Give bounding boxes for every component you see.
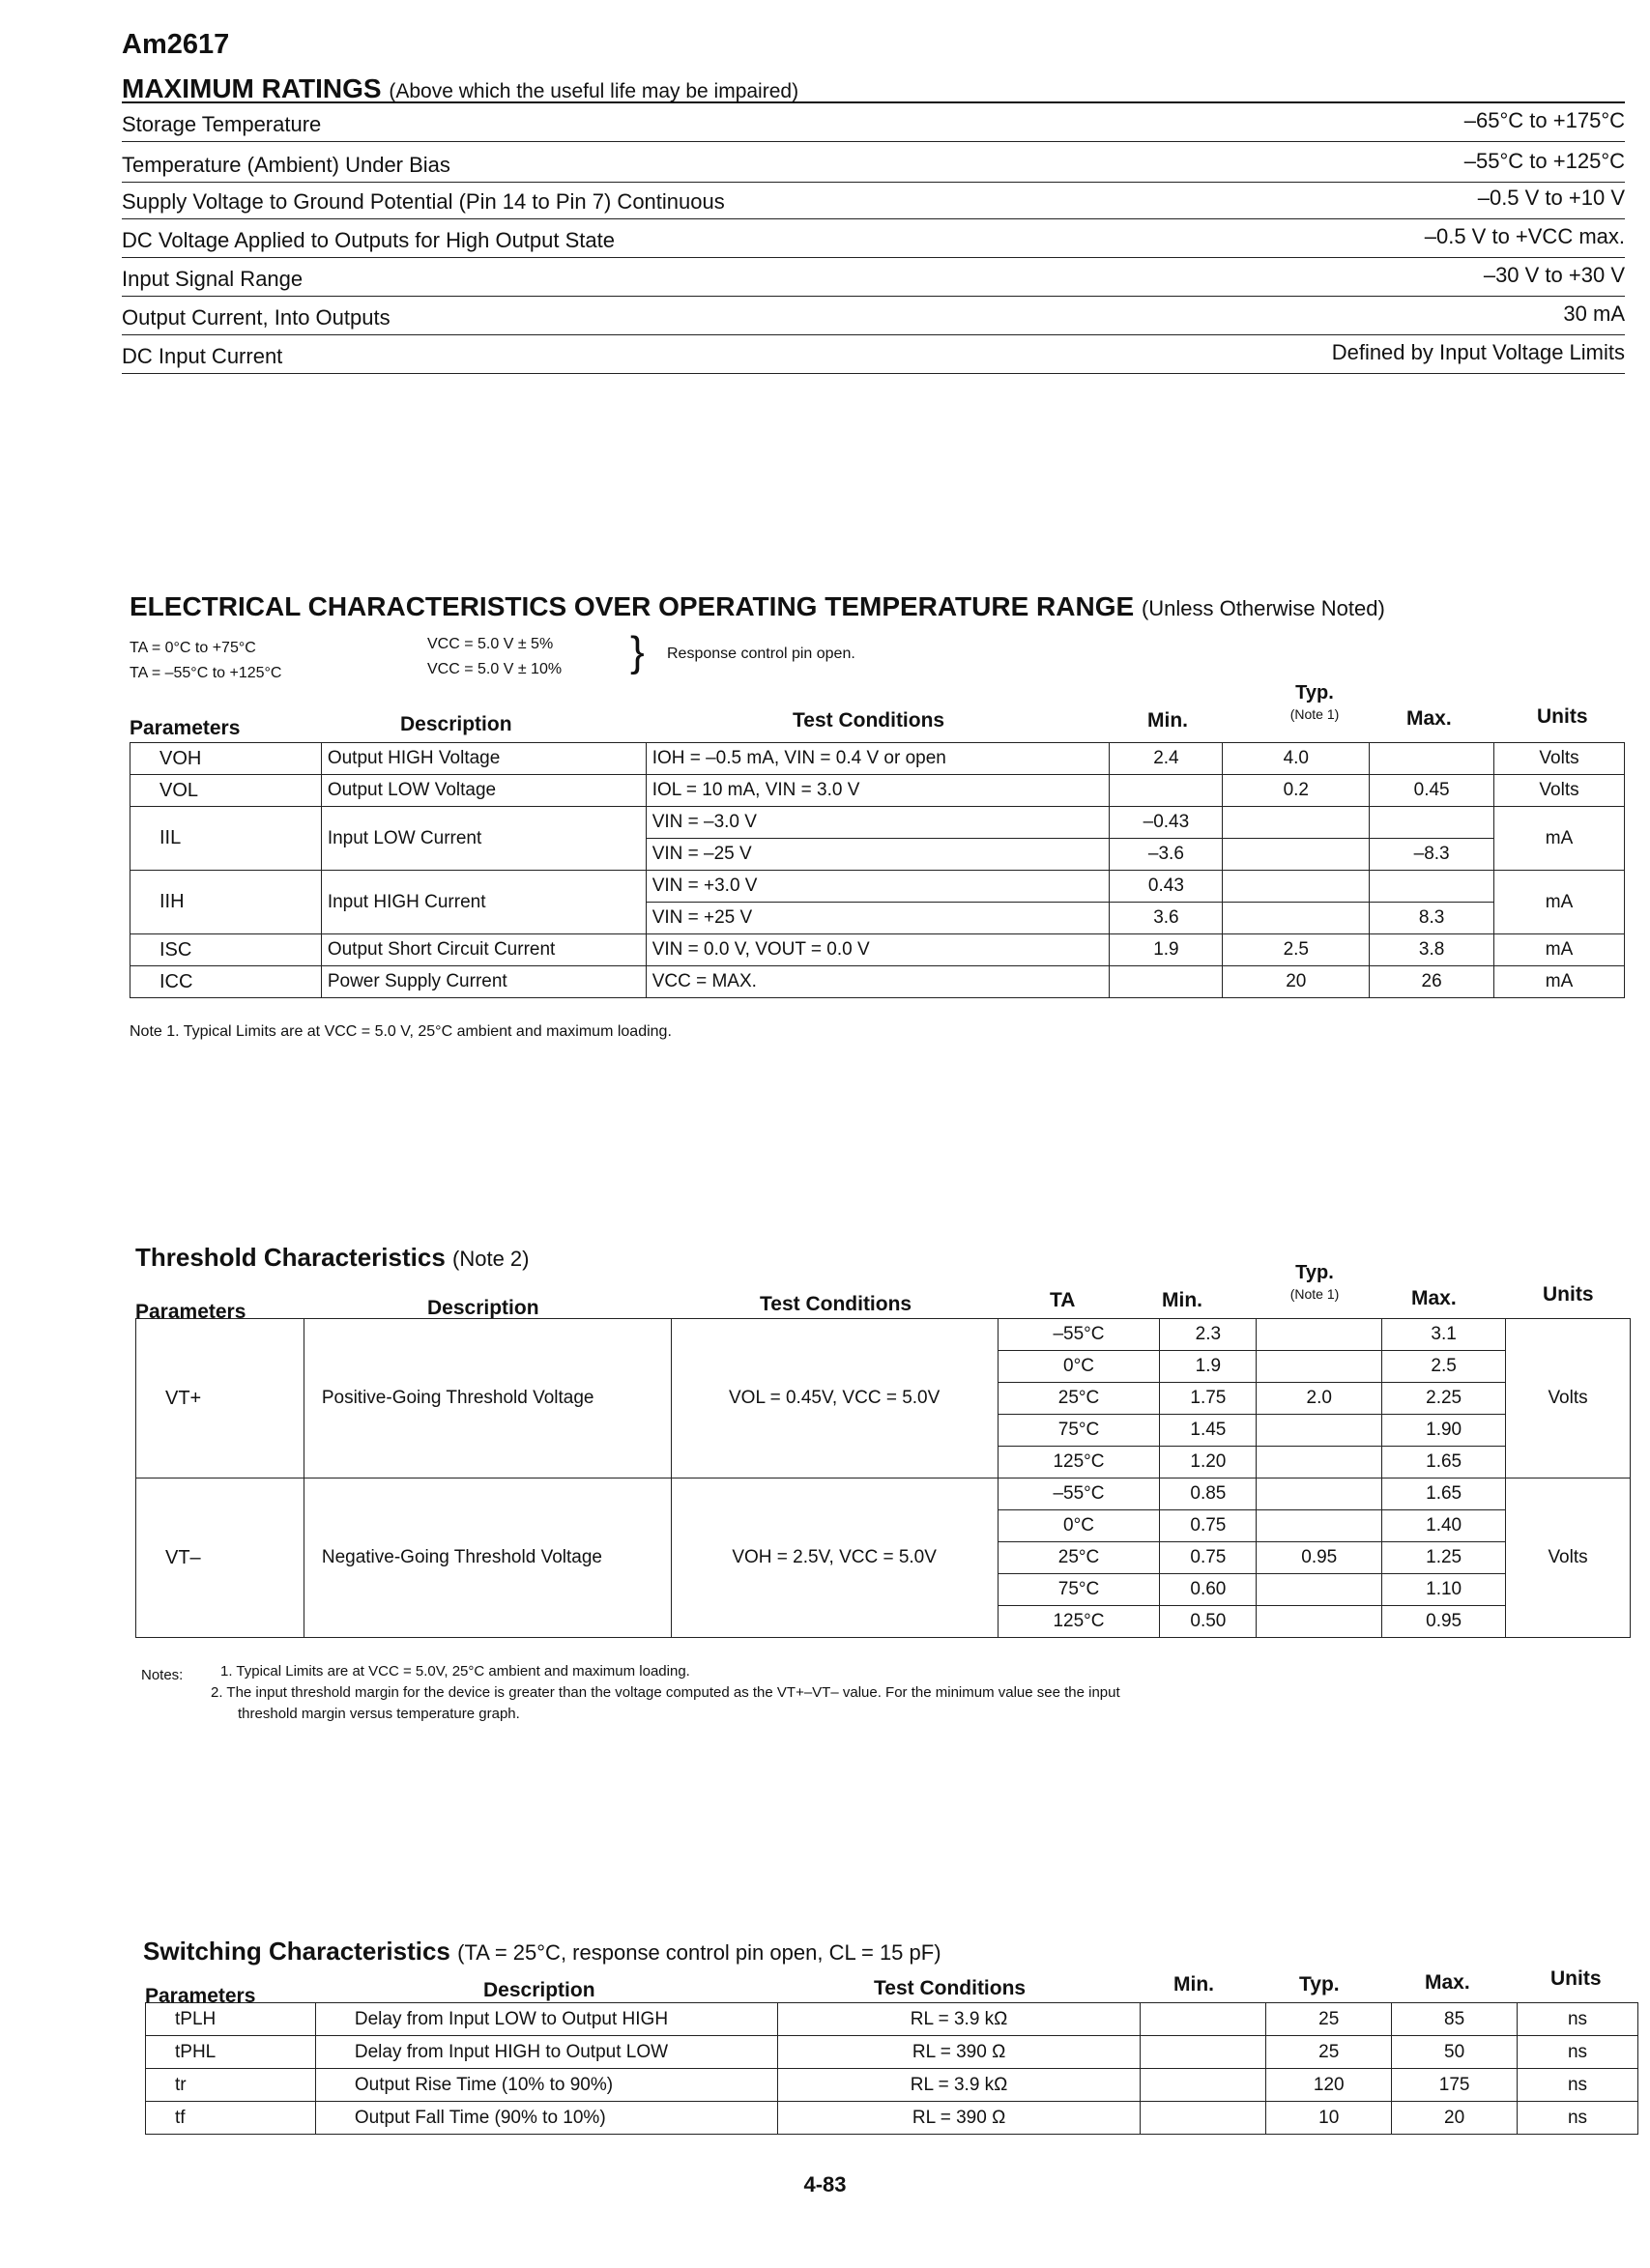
min-value xyxy=(1110,966,1223,998)
th-header-description: Description xyxy=(427,1297,539,1319)
threshold-table xyxy=(135,1318,1631,1638)
ta-value: 0°C xyxy=(998,1351,1160,1383)
test-condition: VIN = +25 V xyxy=(646,903,1110,934)
test-condition: VOH = 2.5V, VCC = 5.0V xyxy=(671,1479,998,1638)
typ-value: 20 xyxy=(1223,966,1370,998)
typ-value: 25 xyxy=(1266,2003,1392,2036)
units-value: mA xyxy=(1494,934,1625,966)
max-value: 0.45 xyxy=(1370,775,1494,807)
test-condition: IOL = 10 mA, VIN = 3.0 V xyxy=(646,775,1110,807)
max-rating-label: Output Current, Into Outputs xyxy=(122,305,391,330)
switching-table xyxy=(145,2002,1638,2135)
electrical-subtitle: (Unless Otherwise Noted) xyxy=(1141,596,1385,620)
param-symbol: VOL xyxy=(130,775,322,807)
param-description: Power Supply Current xyxy=(321,966,646,998)
units-value: Volts xyxy=(1494,775,1625,807)
table-row xyxy=(146,2069,1638,2102)
th-header-typ-label: Typ. xyxy=(1295,1262,1334,1283)
test-condition: VOL = 0.45V, VCC = 5.0V xyxy=(671,1319,998,1479)
condition-vcc-1: VCC = 5.0 V ± 5% xyxy=(427,636,554,652)
test-condition: VIN = –25 V xyxy=(646,839,1110,871)
max-value: 20 xyxy=(1392,2102,1518,2135)
typ-value-empty xyxy=(1257,1574,1382,1606)
ec-header-units: Units xyxy=(1537,705,1588,728)
switching-heading: Switching Characteristics xyxy=(143,1937,450,1966)
min-value: 0.60 xyxy=(1160,1574,1257,1606)
condition-vcc-2: VCC = 5.0 V ± 10% xyxy=(427,661,563,677)
min-value: 1.75 xyxy=(1160,1383,1257,1415)
typ-value: 2.5 xyxy=(1223,934,1370,966)
table-row xyxy=(136,1319,1631,1351)
ta-value: 75°C xyxy=(998,1574,1160,1606)
typ-value-empty xyxy=(1257,1351,1382,1383)
test-condition: VIN = –3.0 V xyxy=(646,807,1110,839)
ec-note: Note 1. Typical Limits are at VCC = 5.0 V, 25°C ambient and maximum loading. xyxy=(130,1023,672,1040)
min-value xyxy=(1141,2102,1266,2135)
units-value: Volts xyxy=(1506,1319,1631,1479)
typ-value xyxy=(1223,839,1370,871)
max-ratings-heading: MAXIMUM RATINGS xyxy=(122,73,382,103)
min-value: 2.3 xyxy=(1160,1319,1257,1351)
max-rating-row xyxy=(122,143,1625,183)
max-value: 175 xyxy=(1392,2069,1518,2102)
typ-value-empty xyxy=(1257,1479,1382,1510)
max-rating-value: –0.5 V to +10 V xyxy=(1477,186,1625,210)
ec-header-typ xyxy=(1247,682,1382,725)
th-header-typ xyxy=(1247,1262,1382,1305)
test-condition: VIN = +3.0 V xyxy=(646,871,1110,903)
typ-value-empty xyxy=(1257,1319,1382,1351)
condition-note: Response control pin open. xyxy=(667,646,855,662)
test-condition: VIN = 0.0 V, VOUT = 0.0 V xyxy=(646,934,1110,966)
switching-title xyxy=(143,1937,941,1967)
param-symbol: tr xyxy=(146,2069,316,2102)
units-value: Volts xyxy=(1494,743,1625,775)
typ-value: 2.0 xyxy=(1257,1383,1382,1415)
test-condition: RL = 3.9 kΩ xyxy=(777,2069,1141,2102)
ta-value: 25°C xyxy=(998,1383,1160,1415)
min-value: 0.50 xyxy=(1160,1606,1257,1638)
ec-header-description: Description xyxy=(400,713,512,735)
sw-header-parameters: Parameters xyxy=(145,1985,256,2007)
th-header-min: Min. xyxy=(1162,1289,1202,1311)
max-rating-label: DC Input Current xyxy=(122,344,283,368)
table-row xyxy=(146,2003,1638,2036)
threshold-title xyxy=(135,1243,530,1273)
table-row xyxy=(130,934,1625,966)
units-value: mA xyxy=(1494,966,1625,998)
param-symbol: tPHL xyxy=(146,2036,316,2069)
param-description: Output Fall Time (90% to 10%) xyxy=(315,2102,777,2135)
th-header-ta: TA xyxy=(1050,1289,1076,1311)
max-value: 50 xyxy=(1392,2036,1518,2069)
min-value xyxy=(1141,2069,1266,2102)
sw-header-min: Min. xyxy=(1173,1973,1214,1995)
test-condition: RL = 390 Ω xyxy=(777,2036,1141,2069)
typ-value: 4.0 xyxy=(1223,743,1370,775)
th-notes-label: Notes: xyxy=(141,1667,184,1683)
sw-header-units: Units xyxy=(1550,1967,1602,1990)
sw-header-test: Test Conditions xyxy=(874,1977,1027,1999)
max-value: 3.8 xyxy=(1370,934,1494,966)
min-value: 1.45 xyxy=(1160,1415,1257,1447)
max-value: 1.10 xyxy=(1382,1574,1506,1606)
ta-value: 75°C xyxy=(998,1415,1160,1447)
table-row xyxy=(130,871,1625,903)
electrical-title xyxy=(130,591,1385,622)
page-number: 4-83 xyxy=(803,2172,847,2196)
min-value: 1.9 xyxy=(1160,1351,1257,1383)
param-symbol: IIH xyxy=(130,871,322,934)
ta-value: –55°C xyxy=(998,1479,1160,1510)
min-value: 1.20 xyxy=(1160,1447,1257,1479)
typ-value: 0.2 xyxy=(1223,775,1370,807)
max-value: 1.65 xyxy=(1382,1447,1506,1479)
param-description: Negative-Going Threshold Voltage xyxy=(304,1479,671,1638)
ec-header-test: Test Conditions xyxy=(793,709,945,732)
table-row xyxy=(130,743,1625,775)
min-value: 0.43 xyxy=(1110,871,1223,903)
max-rating-value: –0.5 V to +VCC max. xyxy=(1424,224,1625,248)
ec-header-typ-label: Typ. xyxy=(1295,682,1334,703)
param-description: Positive-Going Threshold Voltage xyxy=(304,1319,671,1479)
threshold-heading: Threshold Characteristics xyxy=(135,1243,446,1272)
units-value: ns xyxy=(1518,2069,1638,2102)
typ-value-empty xyxy=(1257,1447,1382,1479)
param-symbol: tPLH xyxy=(146,2003,316,2036)
typ-value xyxy=(1223,903,1370,934)
typ-value: 25 xyxy=(1266,2036,1392,2069)
min-value: 3.6 xyxy=(1110,903,1223,934)
units-value: ns xyxy=(1518,2102,1638,2135)
min-value xyxy=(1110,775,1223,807)
max-value: 1.25 xyxy=(1382,1542,1506,1574)
units-value: mA xyxy=(1494,871,1625,934)
param-symbol: ISC xyxy=(130,934,322,966)
min-value: 0.75 xyxy=(1160,1510,1257,1542)
max-value: 8.3 xyxy=(1370,903,1494,934)
max-rating-row xyxy=(122,218,1625,258)
param-description: Output Short Circuit Current xyxy=(321,934,646,966)
param-symbol: IIL xyxy=(130,807,322,871)
sw-header-description: Description xyxy=(483,1979,595,2001)
max-rating-label: DC Voltage Applied to Outputs for High Output State xyxy=(122,228,615,252)
max-rating-value: –55°C to +125°C xyxy=(1463,149,1625,173)
param-description: Output HIGH Voltage xyxy=(321,743,646,775)
ta-value: 25°C xyxy=(998,1542,1160,1574)
table-row xyxy=(146,2102,1638,2135)
param-description: Input HIGH Current xyxy=(321,871,646,934)
ta-value: 125°C xyxy=(998,1447,1160,1479)
max-value xyxy=(1370,871,1494,903)
max-rating-row xyxy=(122,296,1625,335)
electrical-table xyxy=(130,742,1625,998)
max-rating-label: Temperature (Ambient) Under Bias xyxy=(122,153,450,177)
max-value xyxy=(1370,743,1494,775)
table-row xyxy=(130,807,1625,839)
max-value: 26 xyxy=(1370,966,1494,998)
condition-brace: } xyxy=(630,628,645,675)
typ-value-empty xyxy=(1257,1606,1382,1638)
max-rating-value: Defined by Input Voltage Limits xyxy=(1331,340,1625,364)
max-rating-value: –30 V to +30 V xyxy=(1483,263,1625,287)
param-description: Delay from Input LOW to Output HIGH xyxy=(315,2003,777,2036)
test-condition: RL = 3.9 kΩ xyxy=(777,2003,1141,2036)
max-value: 1.90 xyxy=(1382,1415,1506,1447)
th-note-2: 2. The input threshold margin for the device is greater than the voltage computed as the VT+–VT– value. For the minimum value see the input xyxy=(211,1684,1120,1701)
test-condition: RL = 390 Ω xyxy=(777,2102,1141,2135)
param-symbol: ICC xyxy=(130,966,322,998)
param-description: Output LOW Voltage xyxy=(321,775,646,807)
param-symbol: VT– xyxy=(136,1479,304,1638)
min-value xyxy=(1141,2036,1266,2069)
max-ratings-title xyxy=(122,73,798,104)
th-header-units: Units xyxy=(1543,1283,1594,1306)
typ-value: 120 xyxy=(1266,2069,1392,2102)
max-value: 3.1 xyxy=(1382,1319,1506,1351)
condition-ta-2: TA = –55°C to +125°C xyxy=(130,665,282,681)
max-rating-row xyxy=(122,334,1625,374)
min-value: –0.43 xyxy=(1110,807,1223,839)
ta-value: 125°C xyxy=(998,1606,1160,1638)
threshold-subtitle: (Note 2) xyxy=(452,1247,530,1271)
max-value: 1.65 xyxy=(1382,1479,1506,1510)
ta-value: 0°C xyxy=(998,1510,1160,1542)
condition-ta-1: TA = 0°C to +75°C xyxy=(130,640,256,656)
min-value: 0.85 xyxy=(1160,1479,1257,1510)
max-ratings-subtitle: (Above which the useful life may be impaired) xyxy=(389,80,799,102)
table-row xyxy=(146,2036,1638,2069)
electrical-heading: ELECTRICAL CHARACTERISTICS OVER OPERATING TEMPERATURE RANGE xyxy=(130,591,1135,621)
units-value: Volts xyxy=(1506,1479,1631,1638)
param-description: Input LOW Current xyxy=(321,807,646,871)
max-value: –8.3 xyxy=(1370,839,1494,871)
ec-header-typ-note: (Note 1) xyxy=(1289,706,1340,722)
max-value: 2.25 xyxy=(1382,1383,1506,1415)
th-header-max: Max. xyxy=(1411,1287,1457,1309)
param-symbol: tf xyxy=(146,2102,316,2135)
th-header-parameters: Parameters xyxy=(135,1301,246,1323)
typ-value-empty xyxy=(1257,1510,1382,1542)
max-rating-value: 30 mA xyxy=(1563,301,1625,326)
max-value: 2.5 xyxy=(1382,1351,1506,1383)
typ-value: 10 xyxy=(1266,2102,1392,2135)
table-row xyxy=(130,966,1625,998)
min-value: 1.9 xyxy=(1110,934,1223,966)
test-condition: IOH = –0.5 mA, VIN = 0.4 V or open xyxy=(646,743,1110,775)
th-note-1: 1. Typical Limits are at VCC = 5.0V, 25°C ambient and maximum loading. xyxy=(220,1663,690,1679)
sw-header-max: Max. xyxy=(1425,1971,1470,1994)
typ-value xyxy=(1223,807,1370,839)
max-value xyxy=(1370,807,1494,839)
max-rating-label: Storage Temperature xyxy=(122,112,322,136)
switching-subtitle: (TA = 25°C, response control pin open, CL = 15 pF) xyxy=(457,1940,941,1965)
typ-value: 0.95 xyxy=(1257,1542,1382,1574)
param-symbol: VT+ xyxy=(136,1319,304,1479)
table-row xyxy=(130,775,1625,807)
ec-header-min: Min. xyxy=(1147,709,1188,732)
max-value: 1.40 xyxy=(1382,1510,1506,1542)
min-value: 2.4 xyxy=(1110,743,1223,775)
param-description: Delay from Input HIGH to Output LOW xyxy=(315,2036,777,2069)
units-value: ns xyxy=(1518,2036,1638,2069)
ta-value: –55°C xyxy=(998,1319,1160,1351)
units-value: ns xyxy=(1518,2003,1638,2036)
part-number: Am2617 xyxy=(122,29,230,60)
ec-header-max: Max. xyxy=(1406,707,1452,730)
th-note-2-cont: threshold margin versus temperature graph. xyxy=(238,1706,520,1722)
th-header-test: Test Conditions xyxy=(760,1293,912,1315)
min-value xyxy=(1141,2003,1266,2036)
param-symbol: VOH xyxy=(130,743,322,775)
param-description: Output Rise Time (10% to 90%) xyxy=(315,2069,777,2102)
min-value: –3.6 xyxy=(1110,839,1223,871)
max-rating-row xyxy=(122,257,1625,297)
max-rating-label: Input Signal Range xyxy=(122,267,304,291)
max-rating-value: –65°C to +175°C xyxy=(1463,108,1625,132)
max-rating-row xyxy=(122,102,1625,142)
max-rating-label: Supply Voltage to Ground Potential (Pin 14 to Pin 7) Continuous xyxy=(122,189,725,214)
typ-value xyxy=(1223,871,1370,903)
min-value: 0.75 xyxy=(1160,1542,1257,1574)
max-value: 0.95 xyxy=(1382,1606,1506,1638)
max-value: 85 xyxy=(1392,2003,1518,2036)
max-rating-row xyxy=(122,180,1625,219)
ec-header-parameters: Parameters xyxy=(130,717,241,739)
units-value: mA xyxy=(1494,807,1625,871)
th-header-typ-note: (Note 1) xyxy=(1289,1286,1340,1302)
test-condition: VCC = MAX. xyxy=(646,966,1110,998)
sw-header-typ: Typ. xyxy=(1299,1973,1340,1995)
typ-value-empty xyxy=(1257,1415,1382,1447)
table-row xyxy=(136,1479,1631,1510)
